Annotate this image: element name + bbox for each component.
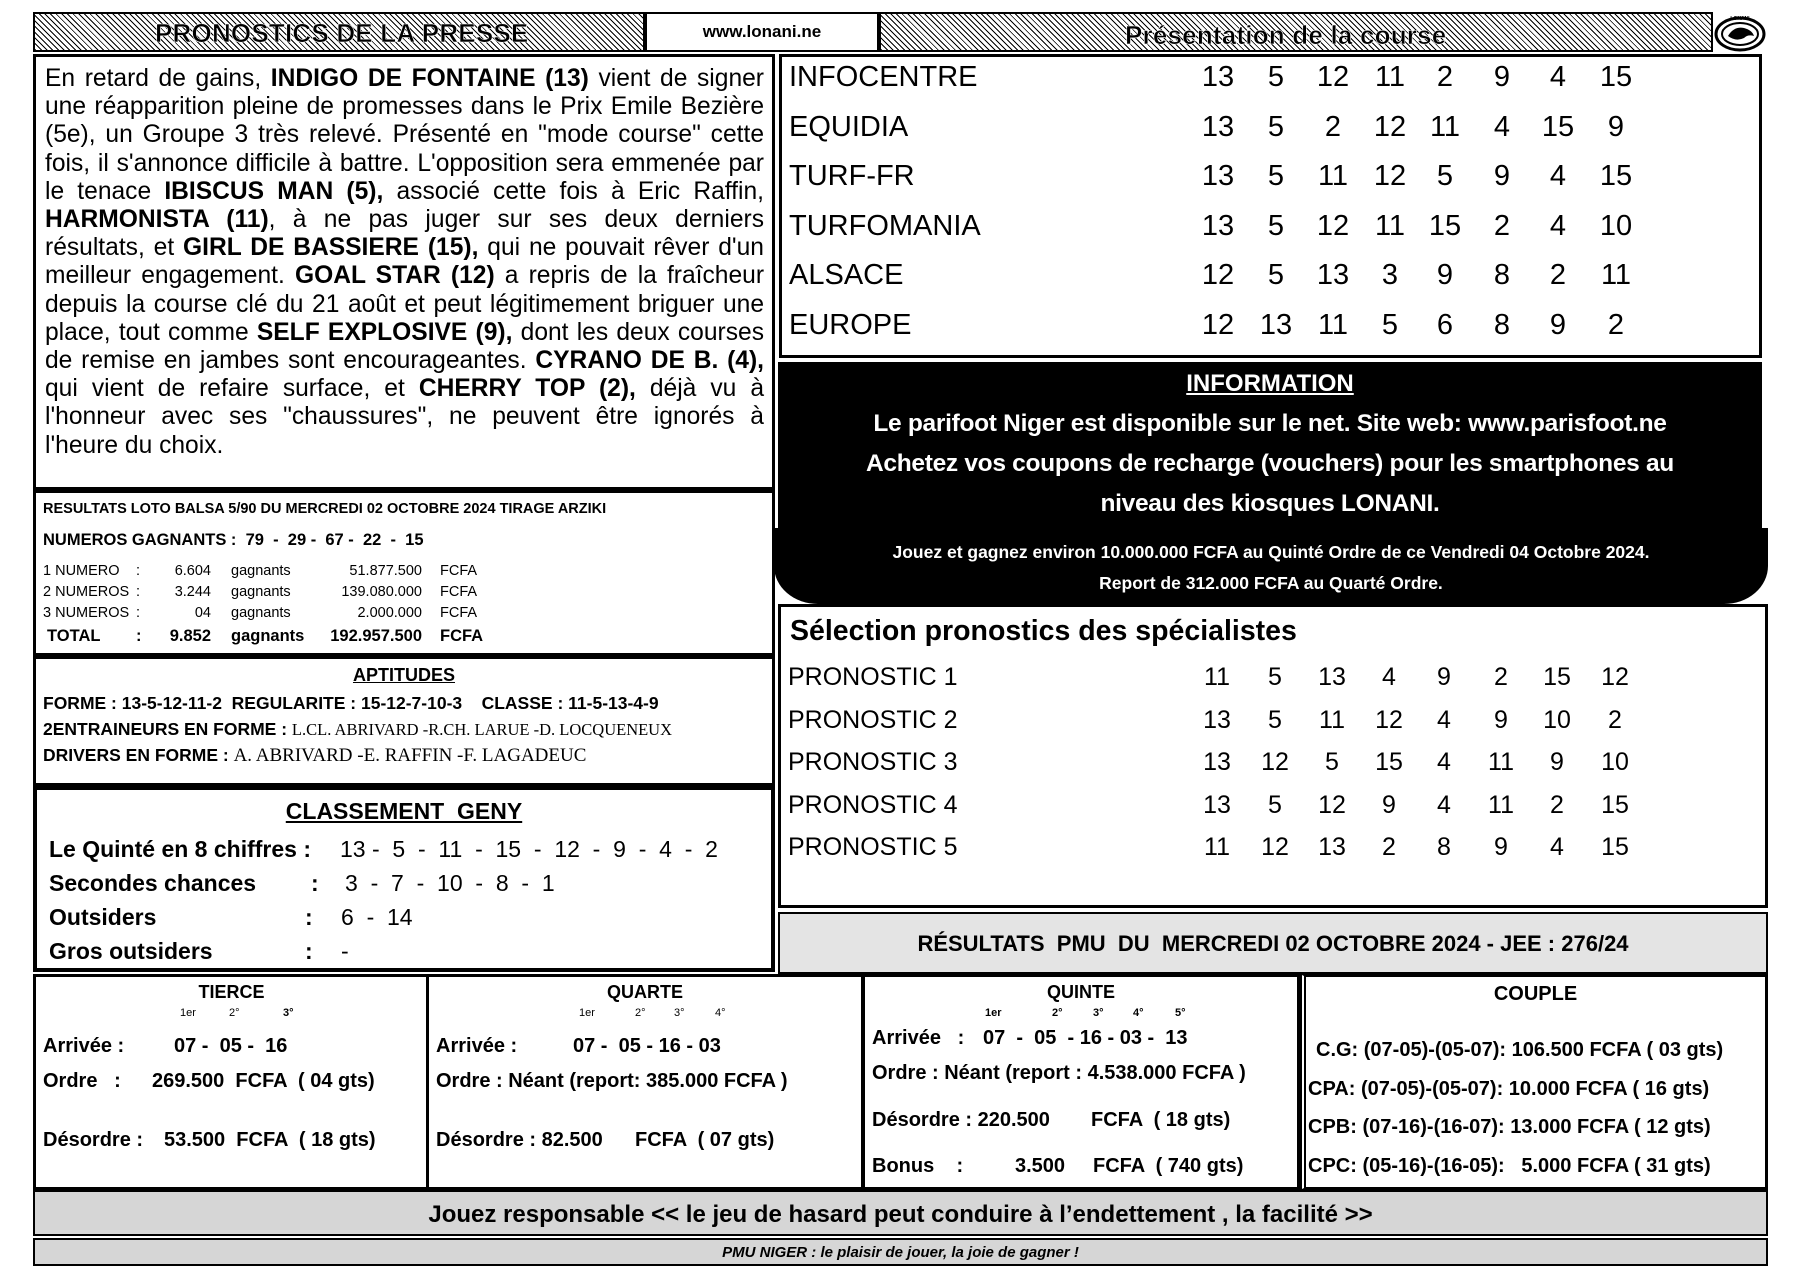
geny-row-colon: : (305, 938, 313, 964)
specialist-row-number: 13 (1318, 663, 1346, 691)
loto-row (36, 584, 772, 604)
tierce-desordre-label: Désordre : (43, 1129, 144, 1151)
geny-row-value: - (341, 938, 349, 964)
quarte-place-2: 2° (635, 1007, 646, 1019)
loto-row (36, 563, 772, 583)
loto-amount: 139.080.000 (341, 584, 422, 600)
geny-box (33, 786, 775, 972)
press-row-number: 12 (1316, 61, 1350, 93)
specialist-row-number: 15 (1543, 663, 1571, 691)
article-text-segment: vient de signer une réapparition pleine de promesses dans le Prix Emile Bezière (5e), un Groupe 3 très relevé. Présenté en "mode course" cette fois, il s'annonce difficile à battre. L'opposition sera emmenée par le tenace (45, 65, 764, 205)
geny-row-label: Le Quinté en 8 chiffres : (49, 836, 311, 862)
press-row-number: 13 (1316, 259, 1350, 291)
press-row-number: 5 (1436, 160, 1454, 192)
logo-text: LONANI (1730, 16, 1750, 22)
specialist-row (781, 833, 1765, 876)
geny-row-value: 6 - 14 (341, 904, 413, 930)
article-horse-name: CYRANO DE B. (4), (535, 347, 764, 375)
press-row (782, 309, 1759, 359)
geny-row-colon: : (305, 904, 313, 930)
article-horse-name: HARMONISTA (11) (45, 206, 269, 234)
entraineurs-value: L.CL. ABRIVARD -R.CH. LARUE -D. LOCQUENEUX (291, 720, 673, 739)
entraineurs-label: 2ENTRAINEURS EN FORME : (43, 719, 292, 739)
press-row-number: 9 (1436, 259, 1454, 291)
quarte-box (426, 974, 864, 1190)
loto-count: 6.604 (174, 563, 211, 579)
press-row-number: 4 (1549, 209, 1567, 242)
specialist-row-number: 5 (1268, 790, 1282, 819)
loto-amount: 192.957.500 (330, 627, 422, 645)
article-text-segment: déjà vu à l'honneur avec ses "chaussures", ne peuvent être ignorés à l'heure du choix. (45, 375, 764, 459)
information-panel (778, 362, 1762, 528)
loto-label: 3 NUMEROS (43, 605, 130, 621)
drivers-value: A. ABRIVARD -E. RAFFIN -F. LAGADEUC (233, 745, 587, 766)
geny-row-colon: : (311, 870, 319, 896)
slogan-text: PMU NIGER : le plaisir de jouer, la joie de gagner ! (722, 1244, 1079, 1261)
quarte-desordre-label: Désordre : 82.500 (436, 1129, 603, 1151)
specialist-row-number: 9 (1437, 663, 1451, 691)
information-line-3: niveau des kiosques LONANI. (1100, 490, 1440, 517)
quinte-arrivee-label: Arrivée : (872, 1027, 965, 1049)
press-row-number: 15 (1599, 160, 1633, 192)
press-row-number: 11 (1600, 259, 1632, 291)
specialist-row-number: 15 (1601, 790, 1629, 819)
jackpot-line-1: Jouez et gagnez environ 10.000.000 FCFA au Quinté Ordre de ce Vendredi 04 Octobre 2024. (892, 542, 1650, 562)
article-text-segment: qui ne pouvait rêver d'un meilleur engagement. (45, 234, 764, 290)
specialists-title: Sélection pronostics des spécialistes (790, 615, 1297, 647)
quinte-desordre-label: Désordre : 220.500 (872, 1109, 1050, 1131)
press-row (782, 210, 1759, 260)
loto-label: 2 NUMEROS (43, 584, 130, 600)
specialist-row (781, 663, 1765, 706)
press-pronostics-table (779, 54, 1762, 358)
loto-sep: : (136, 627, 142, 645)
press-row-number: 2 (1549, 259, 1567, 291)
press-row-number: 5 (1267, 110, 1285, 143)
aptitudes-entraineurs (43, 719, 672, 740)
website-box[interactable] (645, 12, 879, 52)
horse-logo-icon (1714, 12, 1766, 52)
specialist-row-number: 11 (1488, 748, 1514, 776)
loto-word: gagnants (231, 584, 291, 600)
press-row-number: 4 (1493, 110, 1511, 143)
press-row-number: 13 (1201, 209, 1235, 242)
article-text-segment: associé cette fois à Eric Raffin, (383, 177, 764, 205)
specialist-row-number: 4 (1437, 790, 1451, 819)
press-row-number: 13 (1201, 110, 1235, 143)
tierce-box (33, 974, 430, 1190)
responsible-gaming-text: Jouez responsable << le jeu de hasard peut conduire à l’endettement , la facilité >> (428, 1201, 1373, 1228)
specialist-row-number: 13 (1203, 705, 1231, 734)
quinte-title: QUINTE (1046, 982, 1115, 1002)
specialist-row-name: PRONOSTIC 5 (788, 833, 958, 861)
article-text-segment: dont les deux courses de remise en jambes sont encourageantes. (45, 318, 764, 375)
press-row-name: EUROPE (789, 308, 912, 341)
tierce-title: TIERCE (198, 982, 265, 1002)
press-row-number: 4 (1549, 160, 1567, 192)
specialist-row-number: 11 (1204, 663, 1230, 691)
specialist-row-name: PRONOSTIC 3 (788, 748, 958, 776)
loto-count: 3.244 (174, 584, 211, 600)
specialist-row-name: PRONOSTIC 2 (788, 705, 958, 734)
quinte-box (862, 974, 1300, 1190)
specialist-row-number: 4 (1437, 705, 1451, 734)
article-text-segment: qui vient de refaire surface, et (45, 375, 419, 403)
press-row-number: 11 (1317, 308, 1349, 341)
press-row-name: EQUIDIA (789, 110, 909, 143)
geny-title: CLASSEMENT GENY (285, 798, 523, 824)
loto-count: 9.852 (169, 627, 211, 645)
quarte-arrivee-label: Arrivée : (436, 1035, 518, 1057)
specialist-row-number: 12 (1261, 833, 1289, 861)
loto-sep: : (136, 563, 141, 579)
press-row-number: 2 (1607, 308, 1625, 341)
loto-cur: FCFA (440, 563, 478, 579)
loto-row (36, 605, 772, 625)
press-row-number: 12 (1201, 259, 1235, 291)
geny-row-label: Outsiders (49, 904, 157, 930)
specialist-row-number: 13 (1203, 748, 1231, 776)
specialist-row (781, 706, 1765, 749)
press-row-number: 6 (1436, 308, 1454, 341)
quinte-place-4: 4° (1133, 1007, 1144, 1019)
article-horse-name: SELF EXPLOSIVE (9), (256, 318, 513, 346)
pmu-results-title-bar (778, 912, 1768, 974)
press-row-number: 5 (1267, 209, 1285, 242)
tierce-place-3: 3° (283, 1007, 294, 1019)
responsible-gaming-bar (33, 1190, 1768, 1236)
quinte-place-5: 5° (1175, 1007, 1186, 1019)
geny-row (37, 904, 771, 936)
loto-sep: : (136, 605, 141, 621)
specialist-row-number: 2 (1608, 705, 1622, 734)
specialist-row (781, 791, 1765, 834)
press-row-number: 2 (1436, 61, 1454, 93)
press-row-number: 11 (1429, 110, 1461, 143)
article-text-segment: a repris de la fraîcheur depuis la course clé du 21 août et peut légitimement briguer une place, tout comme (45, 262, 765, 346)
quinte-place-3: 3° (1093, 1007, 1104, 1019)
press-row-number: 12 (1373, 160, 1407, 192)
tierce-place-2: 2° (229, 1007, 240, 1019)
tierce-desordre: 53.500 FCFA ( 18 gts) (164, 1129, 376, 1151)
article-text-segment: , à ne pas juger sur ses deux derniers résultats, et (45, 206, 764, 262)
couple-title: COUPLE (1493, 983, 1578, 1005)
aptitudes-drivers (43, 745, 586, 767)
jackpot-banner (774, 528, 1768, 604)
pmu-results-title: RÉSULTATS PMU DU MERCREDI 02 OCTOBRE 2024 - JEE : 276/24 (917, 931, 1629, 956)
quarte-title: QUARTE (607, 982, 683, 1002)
press-row-name: TURFOMANIA (789, 209, 981, 242)
geny-row (37, 938, 771, 970)
quinte-bonus-amount: 3.500 (1015, 1155, 1066, 1177)
header-right-banner (879, 12, 1713, 52)
loto-word: gagnants (231, 563, 291, 579)
specialist-row-number: 5 (1268, 663, 1282, 691)
press-row-number: 13 (1201, 160, 1235, 192)
tierce-place-1: 1er (180, 1007, 196, 1019)
loto-amount: 2.000.000 (357, 605, 422, 621)
quarte-place-1: 1er (579, 1007, 595, 1019)
press-row-number: 12 (1201, 308, 1235, 341)
press-row-number: 13 (1259, 308, 1293, 341)
loto-cur: FCFA (440, 627, 484, 645)
quarte-arrivee: 07 - 05 - 16 - 03 (573, 1035, 721, 1057)
drivers-label: DRIVERS EN FORME : (43, 745, 234, 765)
tierce-ordre-label: Ordre : (43, 1070, 121, 1092)
specialist-row-number: 4 (1382, 663, 1396, 691)
couple-row: CPC: (05-16)-(16-05): 5.000 FCFA ( 31 gts) (1308, 1154, 1711, 1177)
press-row-number: 3 (1381, 259, 1399, 291)
press-article-text (45, 65, 764, 460)
specialist-row (781, 748, 1765, 791)
press-row (782, 111, 1759, 161)
specialist-row-number: 11 (1488, 790, 1514, 819)
loto-results-box (33, 490, 775, 656)
press-row-number: 8 (1493, 259, 1511, 291)
information-title: INFORMATION (1186, 370, 1354, 397)
loto-winning-numbers: NUMEROS GAGNANTS : 79 - 29 - 67 - 22 - 15 (43, 531, 424, 549)
press-row (782, 259, 1759, 309)
press-row-name: INFOCENTRE (789, 61, 978, 93)
article-horse-name: INDIGO DE FONTAINE (13) (270, 65, 589, 92)
press-row-number: 15 (1541, 110, 1575, 143)
quarte-desordre: FCFA ( 07 gts) (635, 1129, 775, 1151)
presentation-header-title: Présentation de la course (1125, 20, 1447, 50)
quarte-ordre: Ordre : Néant (report: 385.000 FCFA ) (436, 1070, 788, 1092)
specialist-row-number: 5 (1325, 748, 1339, 776)
aptitudes-box (33, 656, 775, 786)
press-row-number: 4 (1549, 61, 1567, 93)
press-article-box (33, 54, 775, 490)
loto-cur: FCFA (440, 605, 478, 621)
article-horse-name: IBISCUS MAN (5), (164, 177, 384, 205)
article-horse-name: GIRL DE BASSIERE (15), (183, 234, 479, 262)
press-row-name: ALSACE (789, 259, 904, 291)
specialist-row-number: 9 (1382, 790, 1396, 819)
loto-sep: : (136, 584, 141, 600)
quinte-place-2: 2° (1052, 1007, 1063, 1019)
press-row-number: 2 (1324, 110, 1342, 143)
slogan-bar (33, 1238, 1768, 1266)
specialist-row-number: 9 (1494, 705, 1508, 734)
quinte-bonus-label: Bonus : (872, 1155, 964, 1177)
tierce-ordre: 269.500 FCFA ( 04 gts) (152, 1070, 375, 1092)
press-row-number: 8 (1493, 308, 1511, 341)
press-row (782, 160, 1759, 210)
quinte-desordre: FCFA ( 18 gts) (1091, 1109, 1231, 1131)
press-row-number: 11 (1374, 61, 1406, 93)
press-rows (782, 57, 1759, 355)
press-row-number: 12 (1316, 209, 1350, 242)
press-row-number: 13 (1201, 61, 1235, 93)
geny-row-value: 13 - 5 - 11 - 15 - 12 - 9 - 4 - 2 (340, 836, 718, 862)
press-row-name: TURF-FR (789, 160, 915, 192)
geny-row (37, 870, 771, 902)
aptitudes-forme: FORME : 13-5-12-11-2 REGULARITE : 15-12-7-10-3 CLASSE : 11-5-13-4-9 (43, 693, 659, 713)
specialist-row-number: 10 (1601, 748, 1629, 776)
couple-row: C.G: (07-05)-(05-07): 106.500 FCFA ( 03 gts) (1316, 1039, 1724, 1061)
specialist-row-number: 15 (1375, 748, 1403, 776)
press-row-number: 9 (1549, 308, 1567, 341)
press-row (782, 61, 1759, 111)
specialist-row-number: 5 (1268, 705, 1282, 734)
specialist-row-number: 9 (1550, 748, 1564, 776)
press-row-number: 11 (1374, 209, 1406, 242)
specialist-row-number: 2 (1382, 833, 1396, 861)
press-row-number: 2 (1493, 209, 1511, 242)
specialist-row-number: 12 (1601, 663, 1629, 691)
specialist-row-number: 4 (1437, 748, 1451, 776)
loto-word: gagnants (231, 605, 291, 621)
press-row-number: 5 (1267, 259, 1285, 291)
specialist-row-number: 12 (1261, 748, 1289, 776)
header-left-banner (33, 12, 645, 52)
press-row-number: 9 (1493, 61, 1511, 93)
specialist-row-name: PRONOSTIC 4 (788, 790, 958, 819)
loto-total-row (36, 627, 772, 647)
specialist-row-number: 2 (1550, 790, 1564, 819)
quinte-place-1: 1er (985, 1007, 1002, 1019)
article-text-segment: En retard de gains, (45, 65, 271, 92)
aptitudes-title: APTITUDES (352, 665, 455, 685)
website-link[interactable]: www.lonani.ne (702, 22, 822, 41)
specialist-row-number: 8 (1437, 833, 1451, 861)
specialist-row-number: 11 (1319, 705, 1345, 734)
geny-row-value: 3 - 7 - 10 - 8 - 1 (345, 870, 555, 896)
specialist-row-number: 2 (1494, 663, 1508, 691)
specialist-row-number: 13 (1203, 790, 1231, 819)
press-row-number: 9 (1607, 110, 1625, 143)
tierce-arrivee: 07 - 05 - 16 (174, 1035, 288, 1057)
couple-row: CPA: (07-05)-(05-07): 10.000 FCFA ( 16 gts) (1308, 1077, 1710, 1100)
article-horse-name: CHERRY TOP (2), (418, 375, 636, 403)
loto-amount: 51.877.500 (349, 563, 422, 579)
press-row-number: 11 (1317, 160, 1349, 192)
loto-title: RESULTATS LOTO BALSA 5/90 DU MERCREDI 02 OCTOBRE 2024 TIRAGE ARZIKI (43, 501, 607, 517)
tierce-arrivee-label: Arrivée : (43, 1035, 125, 1057)
specialist-row-number: 15 (1601, 833, 1629, 861)
information-line-1: Le parifoot Niger est disponible sur le net. Site web: www.parisfoot.ne (873, 410, 1667, 437)
press-row-number: 5 (1381, 308, 1399, 341)
specialists-box (778, 604, 1768, 908)
quinte-bonus: FCFA ( 740 gts) (1093, 1155, 1244, 1177)
article-horse-name: GOAL STAR (12) (294, 262, 495, 290)
loto-label: 1 NUMERO (43, 563, 120, 579)
loto-label: TOTAL (47, 627, 101, 645)
specialist-row-number: 12 (1318, 790, 1346, 819)
press-row-number: 10 (1599, 209, 1633, 242)
loto-cur: FCFA (440, 584, 478, 600)
quinte-ordre: Ordre : Néant (report : 4.538.000 FCFA ) (872, 1062, 1246, 1084)
geny-row-label: Secondes chances (49, 870, 257, 896)
press-row-number: 9 (1493, 160, 1511, 192)
press-row-number: 12 (1373, 110, 1407, 143)
geny-row (37, 836, 771, 868)
couple-row: CPB: (07-16)-(16-07): 13.000 FCFA ( 12 gts) (1308, 1116, 1711, 1138)
press-row-number: 5 (1267, 160, 1285, 192)
quarte-place-3: 3° (674, 1007, 685, 1019)
press-row-number: 15 (1428, 209, 1462, 242)
specialist-row-number: 11 (1204, 833, 1230, 861)
specialist-row-number: 12 (1375, 705, 1403, 734)
press-header-title: PRONOSTICS DE LA PRESSE (155, 18, 529, 48)
geny-row-label: Gros outsiders (49, 938, 213, 964)
press-row-number: 5 (1267, 61, 1285, 93)
specialist-row-number: 13 (1318, 833, 1346, 861)
specialist-row-number: 10 (1543, 705, 1571, 734)
lonani-logo (1714, 12, 1766, 52)
specialist-row-number: 4 (1550, 833, 1564, 861)
jackpot-line-2: Report de 312.000 FCFA au Quarté Ordre. (1099, 573, 1443, 593)
information-line-2: Achetez vos coupons de recharge (vouchers) pour les smartphones au (866, 450, 1674, 477)
specialist-row-number: 9 (1494, 833, 1508, 861)
press-row-number: 15 (1599, 61, 1633, 93)
loto-word: gagnants (231, 627, 305, 645)
specialist-row-name: PRONOSTIC 1 (788, 663, 958, 691)
loto-count: 04 (194, 605, 211, 621)
quarte-place-4: 4° (715, 1007, 726, 1019)
couple-box (1300, 974, 1768, 1190)
quinte-arrivee: 07 - 05 - 16 - 03 - 13 (983, 1027, 1188, 1049)
